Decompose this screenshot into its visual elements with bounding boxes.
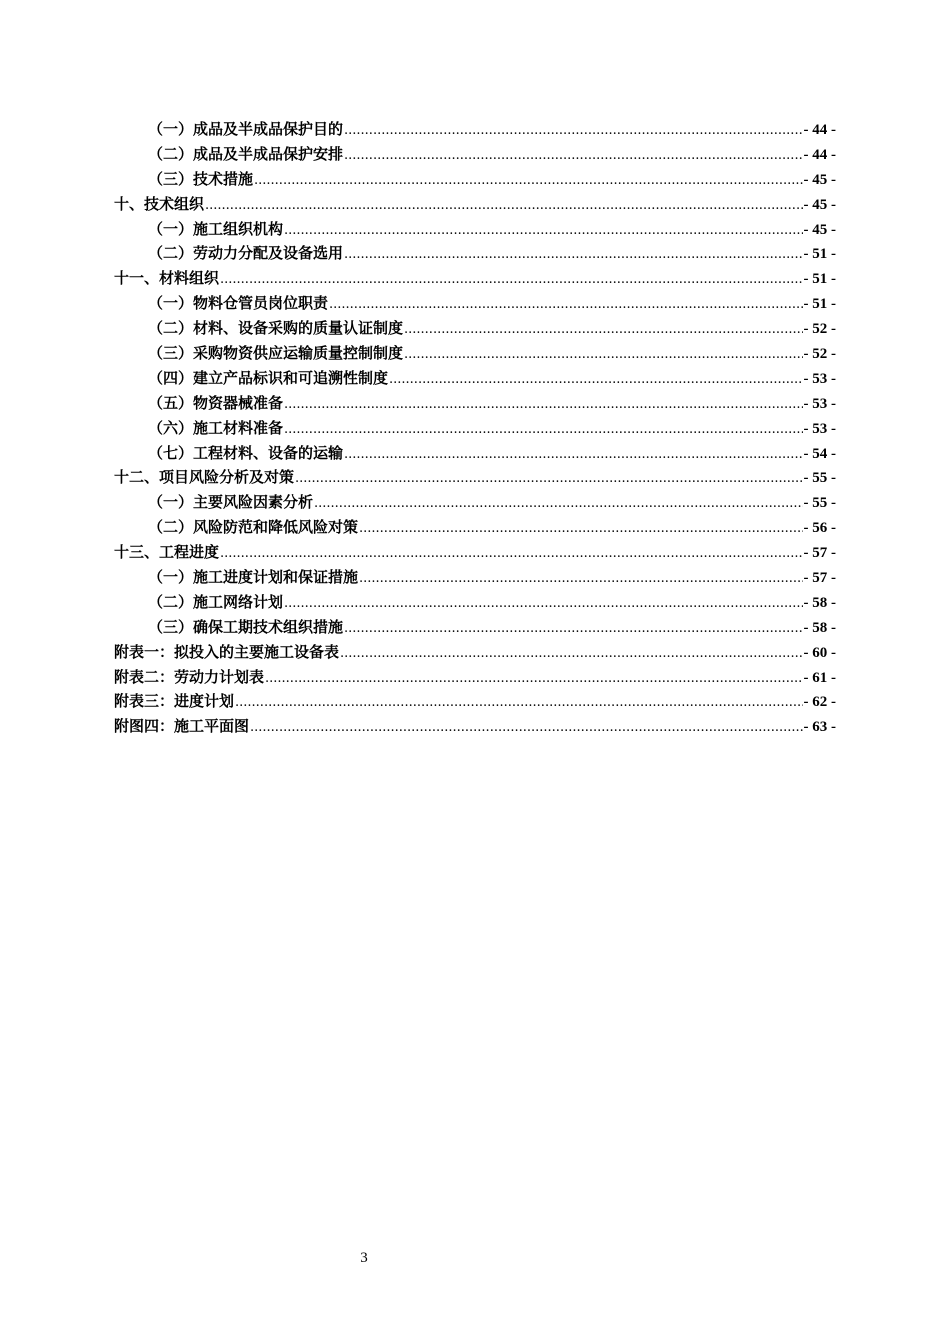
toc-entry-title: 附表二：劳动力计划表	[114, 667, 265, 686]
toc-entry[interactable]	[114, 466, 836, 491]
toc-dot-leader	[344, 618, 802, 636]
toc-dot-leader	[404, 319, 802, 337]
toc-entry-page: - 63 -	[803, 719, 836, 736]
toc-dot-leader	[220, 269, 802, 287]
toc-entry[interactable]	[114, 242, 836, 267]
toc-entry[interactable]	[114, 442, 836, 467]
toc-dot-leader	[284, 394, 802, 412]
toc-entry-page: - 45 -	[803, 171, 836, 188]
toc-entry-page: - 45 -	[803, 196, 836, 213]
toc-entry[interactable]	[114, 367, 836, 392]
toc-entry-page: - 57 -	[803, 570, 836, 587]
toc-entry[interactable]	[114, 292, 836, 317]
toc-entry-title: （六）施工材料准备	[148, 418, 284, 437]
toc-dot-leader	[329, 294, 802, 312]
toc-entry-title: （三）确保工期技术组织措施	[148, 617, 344, 636]
toc-entry[interactable]	[114, 342, 836, 367]
toc-dot-leader	[284, 419, 802, 437]
toc-dot-leader	[344, 145, 802, 163]
toc-entry-title: （一）施工组织机构	[148, 219, 284, 238]
toc-entry-page: - 62 -	[803, 694, 836, 711]
toc-entry-page: - 53 -	[803, 370, 836, 387]
toc-dot-leader	[344, 244, 802, 262]
toc-dot-leader	[340, 643, 802, 661]
toc-dot-leader	[359, 518, 802, 536]
toc-entry-page: - 54 -	[803, 445, 836, 462]
toc-entry[interactable]	[114, 267, 836, 292]
toc-entry-page: - 44 -	[803, 146, 836, 163]
toc-entry-page: - 56 -	[803, 520, 836, 537]
toc-dot-leader	[205, 195, 802, 213]
toc-entry-title: （二）风险防范和降低风险对策	[148, 518, 359, 537]
toc-dot-leader	[235, 692, 802, 710]
toc-dot-leader	[359, 568, 802, 586]
toc-entry-page: - 53 -	[803, 395, 836, 412]
toc-entry-page: - 53 -	[803, 420, 836, 437]
toc-entry-title: （五）物资器械准备	[148, 393, 284, 412]
toc-entry-page: - 58 -	[803, 594, 836, 611]
toc-dot-leader	[284, 593, 802, 611]
toc-dot-leader	[284, 220, 802, 238]
toc-entry[interactable]	[114, 168, 836, 193]
toc-entry[interactable]	[114, 690, 836, 715]
toc-entry-page: - 61 -	[803, 669, 836, 686]
toc-entry-title: （二）材料、设备采购的质量认证制度	[148, 319, 404, 338]
page-number: 3	[360, 1250, 368, 1266]
toc-entry-title: 十三、工程进度	[114, 543, 220, 562]
toc-entry-title: （三）技术措施	[148, 169, 254, 188]
toc-entry-page: - 45 -	[803, 221, 836, 238]
toc-entry[interactable]	[114, 566, 836, 591]
toc-entry-title: 附表三：进度计划	[114, 692, 235, 711]
toc-entry-title: 附图四：施工平面图	[114, 717, 250, 736]
toc-dot-leader	[295, 468, 802, 486]
toc-dot-leader	[250, 717, 802, 735]
toc-entry[interactable]	[114, 317, 836, 342]
toc-entry-page: - 51 -	[803, 271, 836, 288]
toc-entry-page: - 60 -	[803, 644, 836, 661]
toc-entry-page: - 57 -	[803, 545, 836, 562]
toc-dot-leader	[254, 170, 802, 188]
toc-entry[interactable]	[114, 218, 836, 243]
toc-entry-title: （二）劳动力分配及设备选用	[148, 244, 344, 263]
toc-entry-title: （四）建立产品标识和可追溯性制度	[148, 368, 389, 387]
toc-entry-title: （一）施工进度计划和保证措施	[148, 568, 359, 587]
toc-entry[interactable]	[114, 417, 836, 442]
toc-entry-title: 附表一：拟投入的主要施工设备表	[114, 642, 340, 661]
toc-entry[interactable]	[114, 591, 836, 616]
table-of-contents	[114, 118, 836, 740]
toc-entry-title: （一）成品及半成品保护目的	[148, 120, 344, 138]
toc-entry-title: 十二、项目风险分析及对策	[114, 468, 295, 487]
toc-entry[interactable]	[114, 616, 836, 641]
toc-entry-title: （七）工程材料、设备的运输	[148, 443, 344, 462]
toc-entry[interactable]	[114, 641, 836, 666]
toc-entry[interactable]	[114, 491, 836, 516]
toc-entry[interactable]	[114, 392, 836, 417]
toc-dot-leader	[389, 369, 802, 387]
toc-entry[interactable]	[114, 516, 836, 541]
toc-entry[interactable]	[114, 118, 836, 143]
toc-entry-title: （三）采购物资供应运输质量控制制度	[148, 344, 404, 363]
toc-dot-leader	[344, 120, 802, 138]
toc-dot-leader	[344, 444, 802, 462]
toc-entry-title: 十一、材料组织	[114, 269, 220, 288]
toc-entry-title: （二）成品及半成品保护安排	[148, 144, 344, 163]
toc-entry[interactable]	[114, 541, 836, 566]
toc-dot-leader	[404, 344, 802, 362]
toc-entry-page: - 44 -	[803, 122, 836, 138]
toc-entry-title: 十、技术组织	[114, 194, 205, 213]
toc-entry-page: - 58 -	[803, 619, 836, 636]
toc-entry-page: - 55 -	[803, 495, 836, 512]
toc-entry-title: （一）物料仓管员岗位职责	[148, 294, 329, 313]
toc-entry-page: - 52 -	[803, 346, 836, 363]
toc-entry-page: - 51 -	[803, 296, 836, 313]
toc-dot-leader	[265, 668, 802, 686]
toc-entry-page: - 55 -	[803, 470, 836, 487]
toc-dot-leader	[314, 493, 802, 511]
toc-dot-leader	[220, 543, 802, 561]
toc-entry-title: （二）施工网络计划	[148, 592, 284, 611]
toc-entry-page: - 52 -	[803, 321, 836, 338]
toc-entry-page: - 51 -	[803, 246, 836, 263]
toc-entry[interactable]	[114, 193, 836, 218]
toc-entry-title: （一）主要风险因素分析	[148, 493, 314, 512]
toc-entry[interactable]	[114, 666, 836, 691]
toc-entry[interactable]	[114, 715, 836, 740]
toc-entry[interactable]	[114, 143, 836, 168]
